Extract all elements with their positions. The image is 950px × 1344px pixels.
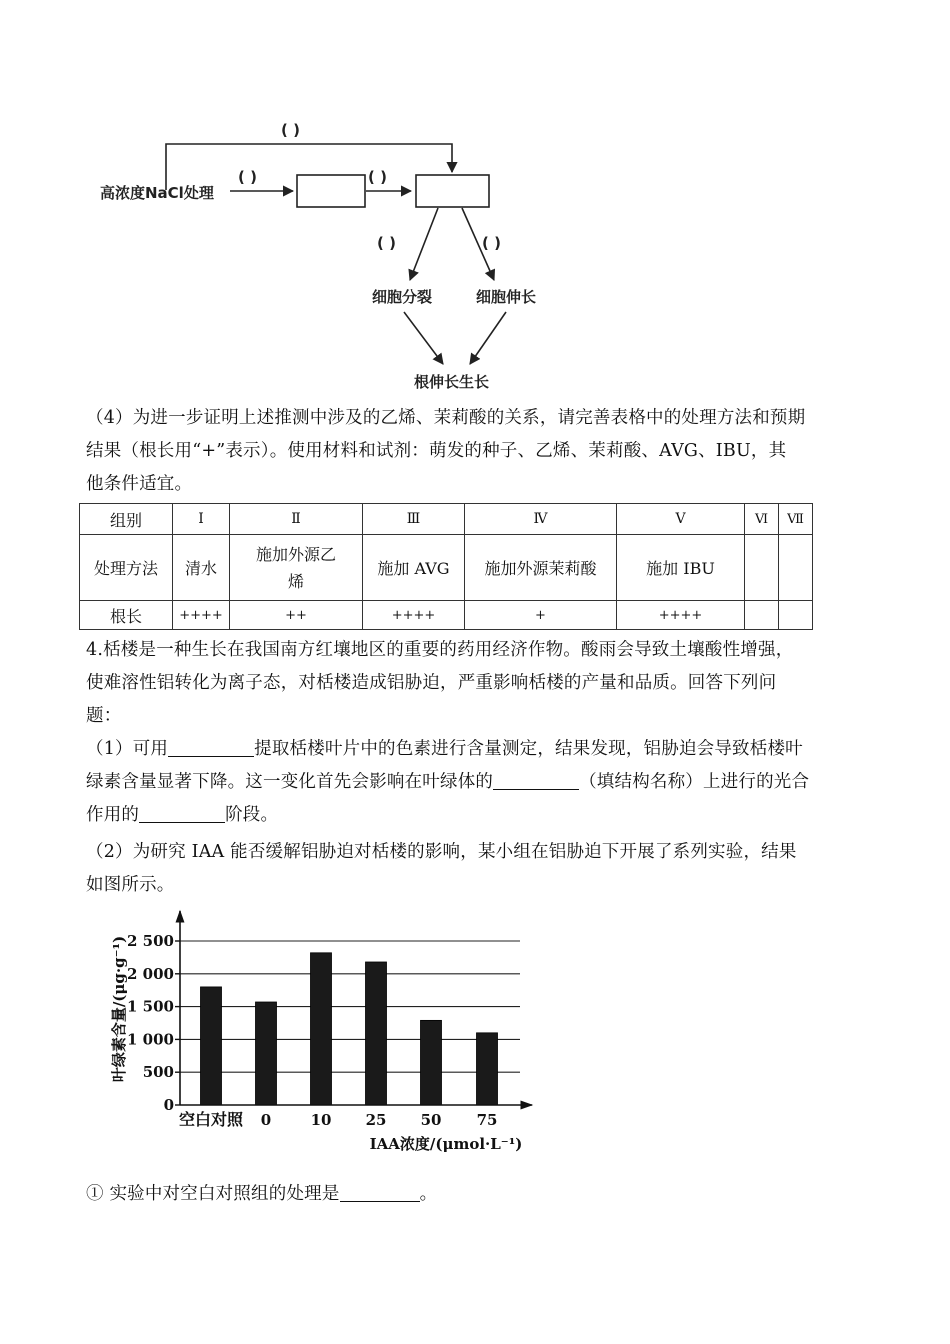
chlorophyll-bar-chart (100, 905, 540, 1160)
group-cell: Ⅱ (230, 504, 363, 535)
x-tick-label: 25 (365, 1111, 387, 1129)
length-cell: ++++ (173, 601, 230, 630)
flow-source: 高浓度NaCl处理 (100, 184, 214, 202)
bar-0 (201, 987, 222, 1105)
p1-line-3 (86, 799, 876, 832)
p1-text-b: 提取栝楼叶片中的色素进行含量测定，结果发现，铝胁迫会导致栝楼叶 (254, 739, 803, 759)
experiment-table (79, 503, 813, 630)
flow-paren-1: ( ) (238, 168, 257, 186)
y-tick-label: 2 500 (127, 932, 174, 950)
y-tick-label: 500 (142, 1063, 174, 1082)
flow-paren-3: ( ) (377, 234, 396, 252)
y-tick-label: 0 (163, 1096, 174, 1114)
method-cell (779, 535, 813, 601)
bar-5 (477, 1033, 498, 1105)
flow-diagram (0, 110, 950, 400)
arrow-box2-to-division (410, 208, 438, 280)
y-tick-label: 2 000 (127, 964, 174, 983)
x-tick-label: 0 (260, 1111, 272, 1129)
p1-text-a: （1）可用 (86, 739, 169, 759)
p1-line-2 (86, 766, 876, 799)
method-cell: 清水 (173, 535, 230, 601)
flow-paren-top: ( ) (281, 121, 300, 139)
p1-text-f: 阶段。 (225, 805, 279, 825)
blank-stage[interactable] (139, 805, 225, 824)
bar-4 (421, 1020, 442, 1105)
blank-structure[interactable] (493, 772, 579, 791)
bar-1 (256, 1002, 277, 1105)
x-tick-label: 75 (476, 1111, 498, 1129)
q4-line-3: 他条件适宜。 (86, 474, 193, 494)
group-cell: Ⅰ (173, 504, 230, 535)
blank-control[interactable] (340, 1184, 420, 1203)
blank-solvent[interactable] (168, 739, 254, 758)
sub1-line (86, 1178, 876, 1211)
intro-line-3: 题： (86, 706, 122, 726)
flow-paren-4: ( ) (482, 234, 501, 252)
p1-text-d: （填结构名称）上进行的光合 (579, 772, 810, 792)
method-cell: 施加外源茉莉酸 (465, 535, 617, 601)
length-cell: ++ (230, 601, 363, 630)
q4-line-2: 结果（根长用“+”表示）。使用材料和试剂：萌发的种子、乙烯、茉莉酸、AVG、IBU，其 (86, 441, 787, 461)
method-cell (745, 535, 779, 601)
table-row (80, 601, 813, 630)
length-cell: ++++ (617, 601, 745, 630)
group-cell: Ⅲ (363, 504, 465, 535)
flow-elongation: 细胞伸长 (476, 288, 537, 306)
table-row (80, 504, 813, 535)
group-cell: Ⅴ (617, 504, 745, 535)
intro-line-2: 使难溶性铝转化为离子态，对栝楼造成铝胁迫，严重影响栝楼的产量和品质。回答下列问 (86, 673, 777, 693)
table-row (80, 535, 813, 601)
group-cell: Ⅵ (745, 504, 779, 535)
x-tick-label: 空白对照 (178, 1110, 244, 1129)
sub1-text-b: 。 (419, 1184, 438, 1204)
group-cell: Ⅳ (465, 504, 617, 535)
bar-3 (366, 962, 387, 1105)
method-cell: 施加 IBU (617, 535, 745, 601)
q4-line-1: （4）为进一步证明上述推测中涉及的乙烯、茉莉酸的关系，请完善表格中的处理方法和预期 (86, 408, 806, 428)
p1-text-e: 作用的 (86, 805, 140, 825)
row-label-length: 根长 (80, 601, 173, 630)
row-label-group: 组别 (80, 504, 173, 535)
arrow-elongation-to-result (470, 312, 506, 364)
p2-line-1: （2）为研究 IAA 能否缓解铝胁迫对栝楼的影响，某小组在铝胁迫下开展了系列实验，结果 (86, 842, 797, 862)
method-cell (230, 535, 363, 601)
bar-2 (311, 953, 332, 1105)
arrow-division-to-result (404, 312, 443, 364)
y-tick-label: 1 000 (127, 1030, 174, 1049)
method-2-line-2: 烯 (287, 571, 304, 591)
p2-line-2: 如图所示。 (86, 875, 175, 895)
p1-text-c: 绿素含量显著下降。这一变化首先会影响在叶绿体的 (86, 772, 494, 792)
length-cell: ++++ (363, 601, 465, 630)
blank-box-1 (297, 175, 365, 207)
flow-division: 细胞分裂 (372, 288, 433, 306)
length-cell (779, 601, 813, 630)
x-tick-label: 10 (310, 1111, 332, 1129)
sub1-text-a: ① 实验中对空白对照组的处理是 (86, 1184, 340, 1204)
length-cell: + (465, 601, 617, 630)
group-cell: Ⅶ (779, 504, 813, 535)
row-label-method: 处理方法 (80, 535, 173, 601)
flow-paren-2: ( ) (368, 168, 387, 186)
blank-box-2 (416, 175, 489, 207)
p1-line-1 (86, 733, 876, 766)
x-axis-label: IAA浓度/(μmol·L⁻¹) (369, 1135, 523, 1153)
x-tick-label: 50 (420, 1111, 442, 1129)
length-cell (745, 601, 779, 630)
y-axis-label: 叶绿素含量/(μg·g⁻¹) (110, 935, 128, 1083)
method-cell: 施加 AVG (363, 535, 465, 601)
flow-result: 根伸长生长 (414, 373, 490, 391)
method-2-line-1: 施加外源乙 (255, 544, 336, 564)
intro-line-1: 4.栝楼是一种生长在我国南方红壤地区的重要的药用经济作物。酸雨会导致土壤酸性增强， (86, 640, 794, 660)
y-tick-label: 1 500 (127, 997, 174, 1016)
